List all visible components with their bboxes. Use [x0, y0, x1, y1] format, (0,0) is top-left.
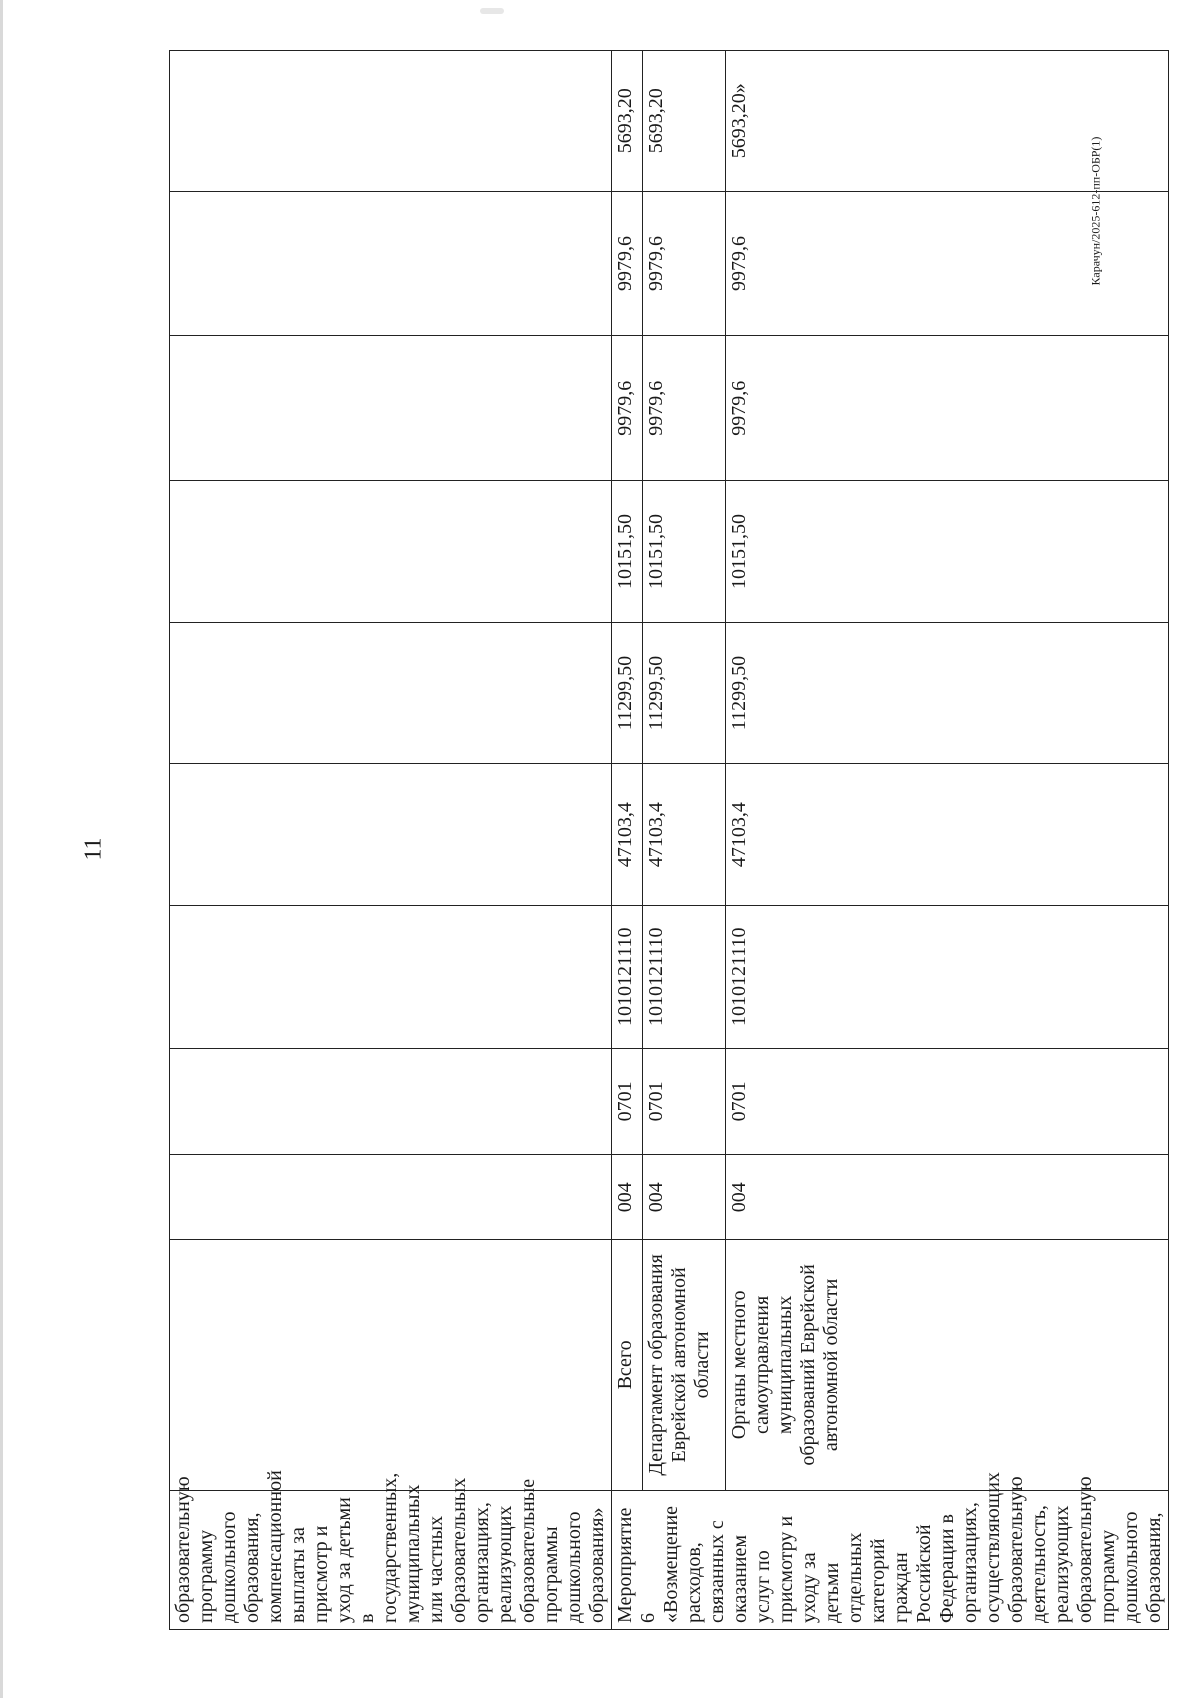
section-value: 0701 — [614, 1081, 636, 1122]
amount-cell — [170, 336, 612, 481]
amount-cell — [170, 51, 612, 192]
amount-value: 10151,50 — [642, 481, 725, 622]
table-row — [170, 51, 612, 1630]
amount-value: 9979,6 — [614, 380, 636, 436]
amount-value: 11299,50 — [725, 623, 840, 764]
amount-value: 47103,4 — [614, 802, 636, 868]
amount-value: 10151,50 — [614, 513, 636, 589]
amount-value: 9979,6 — [725, 192, 840, 336]
section-cell — [612, 1048, 1169, 1155]
binding-edge — [0, 0, 3, 1698]
amount-cell — [612, 336, 1169, 481]
document-code: Карачун/2025-612-пп-ОБР(1) — [1088, 136, 1103, 286]
amount-cell — [612, 622, 1169, 764]
amount-cell — [170, 481, 612, 623]
csr-cell — [170, 905, 612, 1048]
grbs-value: 004 — [725, 1155, 840, 1239]
amount-cell — [170, 764, 612, 906]
amount-value: 5693,20 — [614, 88, 636, 154]
budget-table — [169, 50, 1169, 1630]
executor-local-government: Органы местного самоуправления муниципальных образований Еврейской автономной области — [725, 1240, 840, 1489]
csr-value: 1010121110 — [642, 906, 725, 1048]
amount-cell — [612, 191, 1169, 336]
grbs-cell — [612, 1155, 1169, 1240]
table-row — [612, 51, 1169, 1630]
executor-cell — [170, 1240, 612, 1490]
amount-value: 9979,6 — [642, 336, 725, 480]
amount-cell — [612, 764, 1169, 906]
amount-value: 11299,50 — [614, 655, 636, 731]
amount-value: 10151,50 — [725, 481, 840, 622]
amount-value: 5693,20 — [642, 51, 725, 191]
amount-value: 47103,4 — [725, 764, 840, 905]
amount-value: 9979,6 — [725, 336, 840, 480]
amount-cell — [612, 481, 1169, 623]
amount-value: 9979,6 — [642, 192, 725, 336]
section-cell — [170, 1048, 612, 1155]
csr-value: 1010121110 — [725, 906, 840, 1048]
page-number: 11 — [80, 837, 107, 861]
activity-description-cell: образовательную программу дошкольного образования, компенсационной выплаты за присмотр и уход за детьми в государственных, муниципальных или частных образовательных организациях, реализующих образовательные программы дошкольного образования» — [170, 1490, 612, 1629]
section-value: 0701 — [642, 1049, 725, 1155]
grbs-value: 004 — [642, 1155, 725, 1239]
grbs-cell — [170, 1155, 612, 1240]
executor-cell — [612, 1240, 1169, 1490]
executor-department: Департамент образования Еврейской автономной области — [642, 1240, 725, 1489]
grbs-value: 004 — [614, 1182, 636, 1213]
amount-value: 47103,4 — [642, 764, 725, 905]
amount-cell — [170, 191, 612, 336]
csr-cell — [612, 905, 1169, 1048]
amount-value: 9979,6 — [614, 235, 636, 291]
amount-value: 5693,20» — [725, 51, 840, 191]
amount-cell — [170, 622, 612, 764]
activity-description-cell: Мероприятие 6 «Возмещение расходов, связанных с оказанием услуг по присмотру и уходу за детьми отдельных категорий граждан Российской Федерации в организациях, осуществляющих образовательную деятельность, реализующих образовательную программу дошкольного образования, — [612, 1490, 1169, 1629]
amount-value: 11299,50 — [642, 623, 725, 764]
section-value: 0701 — [725, 1049, 840, 1155]
executor-total: Всего — [614, 1340, 636, 1390]
amount-cell — [612, 51, 1169, 192]
csr-value: 1010121110 — [614, 927, 636, 1026]
scan-artifact — [480, 8, 504, 14]
